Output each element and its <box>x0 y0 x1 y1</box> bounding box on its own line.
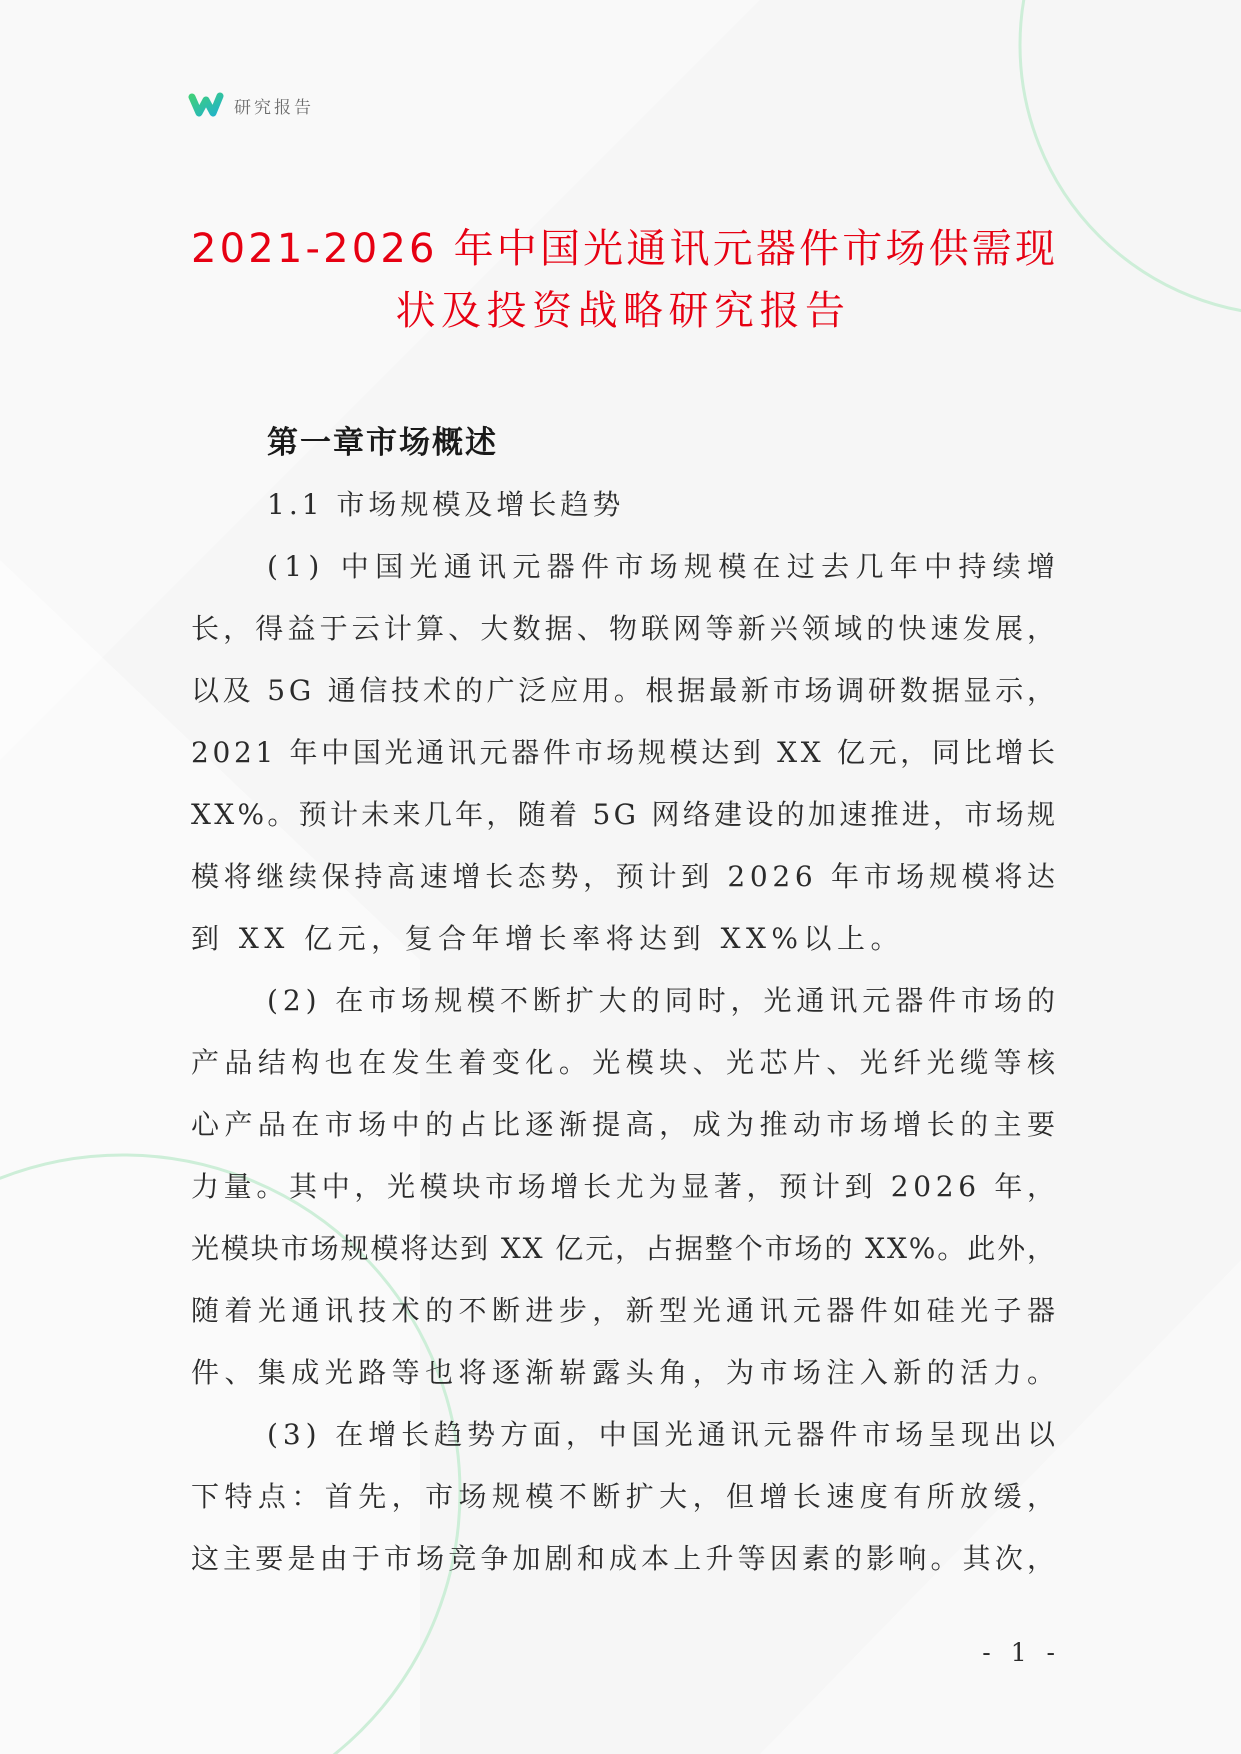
body-line: 到 XX 亿元，复合年增长率将达到 XX%以上。 <box>191 922 905 955</box>
body-line: (2) 在市场规模不断扩大的同时，光通讯元器件市场的 <box>267 984 1060 1017</box>
body-line: 下特点：首先，市场规模不断扩大，但增长速度有所放缓， <box>191 1480 1061 1513</box>
paragraph <box>191 1404 1061 1590</box>
body-line: 长，得益于云计算、大数据、物联网等新兴领域的快速发展， <box>191 612 1060 645</box>
report-title <box>191 218 1059 342</box>
report-body <box>191 412 1062 1590</box>
body-line: 件、集成光路等也将逐渐崭露头角，为市场注入新的活力。 <box>191 1356 1061 1389</box>
paragraph <box>191 536 1062 970</box>
body-line: 产品结构也在发生着变化。光模块、光芯片、光纤光缆等核 <box>191 1046 1061 1079</box>
body-line: 2021 年中国光通讯元器件市场规模达到 XX 亿元，同比增长 <box>191 736 1059 769</box>
brand-label: 研究报告 <box>234 97 314 118</box>
body-line: 力量。其中，光模块市场增长尤为显著，预计到 2026 年， <box>191 1170 1060 1203</box>
page-number: - 1 - <box>982 1638 1061 1667</box>
title-line: 2021-2026 年中国光通讯元器件市场供需现 <box>191 226 1059 272</box>
body-line: (1) 中国光通讯元器件市场规模在过去几年中持续增 <box>267 550 1062 583</box>
chapter-heading: 第一章市场概述 <box>267 425 498 461</box>
logo-icon <box>188 89 224 121</box>
body-line: 这主要是由于市场竞争加剧和成本上升等因素的影响。其次， <box>191 1542 1060 1575</box>
body-line: 光模块市场规模将达到 XX 亿元，占据整个市场的 XX%。此外， <box>191 1232 1057 1265</box>
paragraph <box>191 970 1061 1404</box>
body-line: 随着光通讯技术的不断进步，新型光通讯元器件如硅光子器 <box>191 1294 1061 1327</box>
title-line: 状及投资战略研究报告 <box>395 288 851 334</box>
section-heading: 1.1 市场规模及增长趋势 <box>267 488 625 521</box>
body-line: XX%。预计未来几年，随着 5G 网络建设的加速推进，市场规 <box>191 798 1059 831</box>
body-line: 以及 5G 通信技术的广泛应用。根据最新市场调研数据显示， <box>191 674 1059 707</box>
body-line: (3) 在增长趋势方面，中国光通讯元器件市场呈现出以 <box>267 1418 1060 1451</box>
body-line: 模将继续保持高速增长态势，预计到 2026 年市场规模将达 <box>191 860 1060 893</box>
body-line: 心产品在市场中的占比逐渐提高，成为推动市场增长的主要 <box>191 1108 1061 1141</box>
report-brand <box>188 88 314 122</box>
